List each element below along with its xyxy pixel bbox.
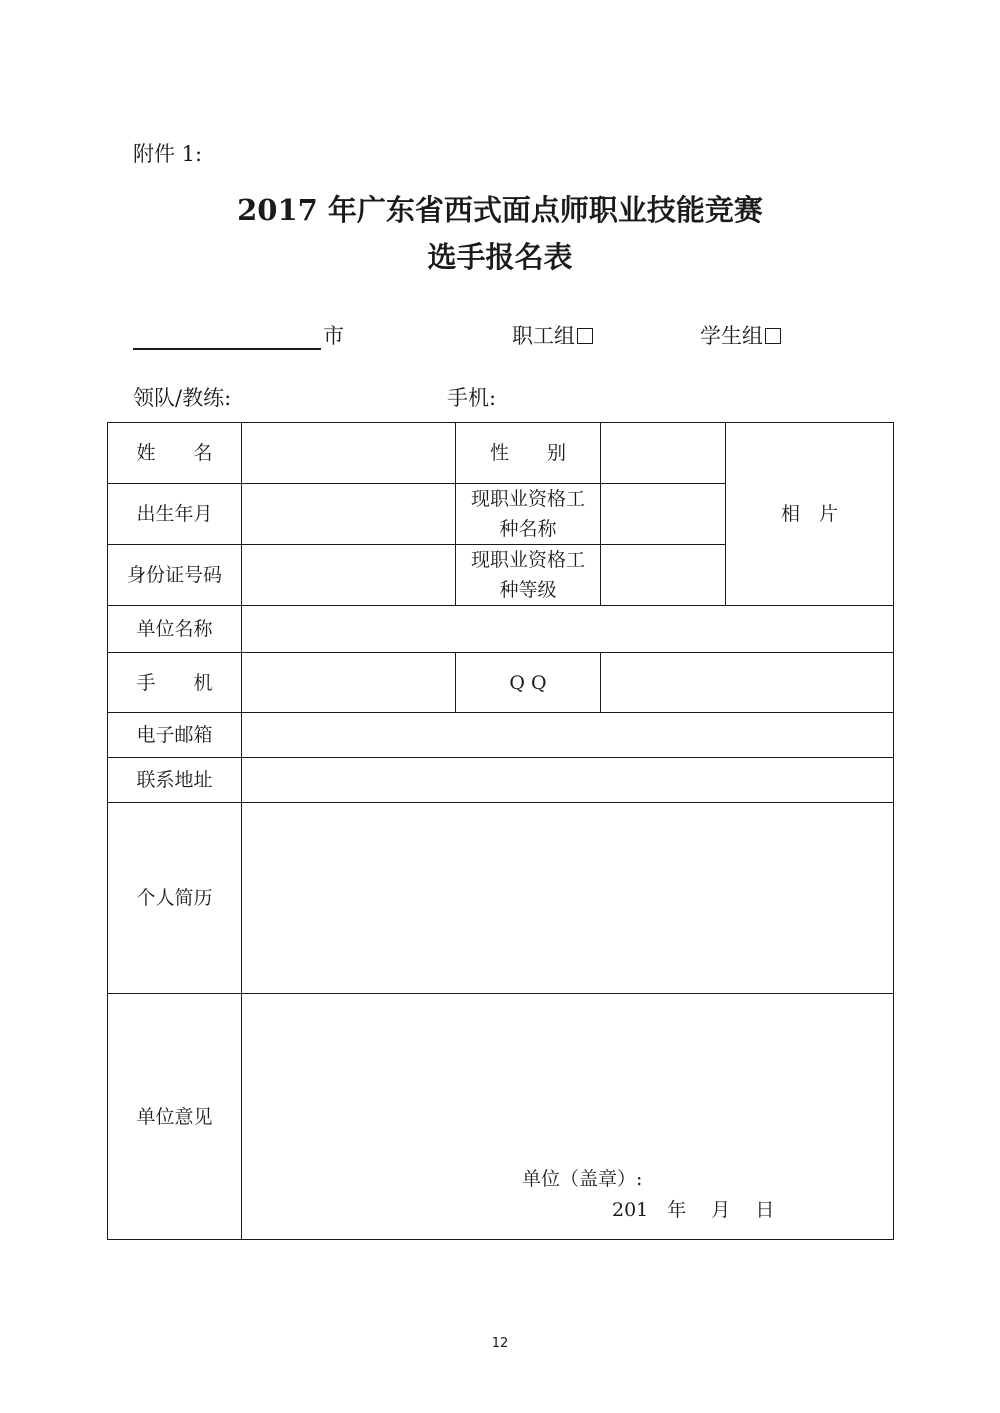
name-label: 姓 名 [108,423,242,484]
form-title-line-1: 2017 年广东省西式面点师职业技能竞赛 [237,193,763,227]
unit-name-input-cell[interactable] [242,606,894,653]
qual-name-label: 现职业资格工种名称 [456,484,601,545]
phone-label: 手机: [447,386,497,410]
id-number-label: 身份证号码 [108,545,242,606]
worker-group-checkbox[interactable] [577,328,593,344]
city-blank-line[interactable] [133,324,321,350]
gender-input-cell[interactable] [601,423,726,484]
worker-group-option[interactable] [512,320,593,350]
city-suffix: 市 [323,324,344,348]
email-label: 电子邮箱 [108,713,242,758]
resume-label: 个人简历 [108,803,242,994]
unit-opinion-label: 单位意见 [108,994,242,1240]
unit-name-label: 单位名称 [108,606,242,653]
unit-seal-label: 单位（盖章）: [522,1168,643,1190]
form-title-line-2: 选手报名表 [427,240,573,274]
student-group-label: 学生组 [700,324,763,348]
birth-input-cell[interactable] [242,484,456,545]
mobile-label: 手 机 [108,653,242,713]
student-group-checkbox[interactable] [765,328,781,344]
address-label: 联系地址 [108,758,242,803]
mobile-input-cell[interactable] [242,653,456,713]
id-number-input-cell[interactable] [242,545,456,606]
address-input-cell[interactable] [242,758,894,803]
date-line: 201 年 月 日 [612,1199,775,1221]
student-group-option[interactable] [700,320,781,350]
city-field [133,320,344,350]
photo-cell[interactable]: 相 片 [726,423,894,606]
name-input-cell[interactable] [242,423,456,484]
qq-label: Q Q [456,653,601,713]
qual-name-input-cell[interactable] [601,484,726,545]
qq-input-cell[interactable] [601,653,894,713]
email-input-cell[interactable] [242,713,894,758]
registration-table [107,422,894,1240]
attachment-label: 附件 1: [133,142,203,166]
gender-label: 性 别 [456,423,601,484]
birth-label: 出生年月 [108,484,242,545]
page-number: 12 [491,1336,509,1351]
qual-level-label: 现职业资格工种等级 [456,545,601,606]
qual-level-input-cell[interactable] [601,545,726,606]
leader-label: 领队/教练: [133,386,232,410]
unit-opinion-input-cell[interactable] [242,994,894,1240]
worker-group-label: 职工组 [512,324,575,348]
resume-input-cell[interactable] [242,803,894,994]
